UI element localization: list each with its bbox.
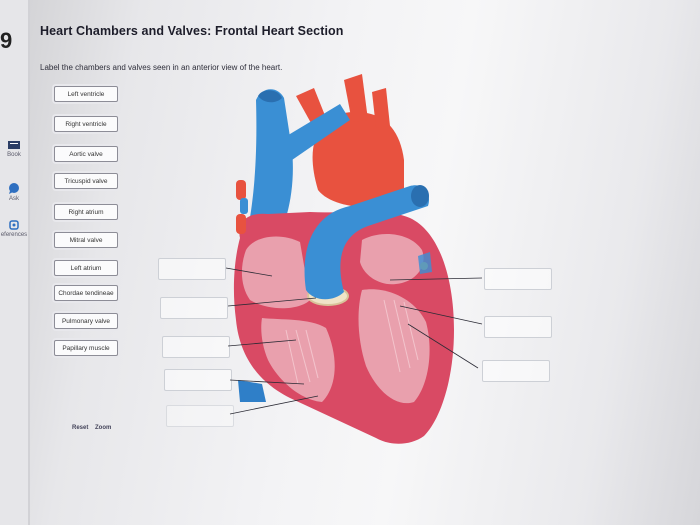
page-title: Heart Chambers and Valves: Frontal Heart Section — [40, 24, 344, 38]
label-chip[interactable]: Left ventricle — [54, 86, 118, 102]
reset-button[interactable]: Reset — [72, 425, 89, 431]
label-chip[interactable]: Tricuspid valve — [54, 173, 118, 189]
nav-number: 9 — [0, 28, 13, 53]
sidebar-item-label: Book — [7, 152, 21, 158]
label-chip[interactable]: Right ventricle — [54, 116, 118, 132]
label-chip[interactable]: Aortic valve — [54, 146, 118, 162]
inferior-vena-cava — [238, 380, 266, 402]
label-chip[interactable]: Mitral valve — [54, 232, 118, 248]
instructions: Label the chambers and valves seen in an anterior view of the heart. — [40, 63, 283, 72]
right-ventricle — [261, 318, 334, 402]
zoom-button[interactable]: Zoom — [95, 425, 112, 431]
label-chip[interactable]: Right atrium — [54, 204, 118, 220]
footer-controls — [72, 425, 116, 431]
label-chip[interactable]: Papillary muscle — [54, 340, 118, 356]
sidebar-item-label: Ask — [8, 196, 19, 202]
label-chip[interactable]: Left atrium — [54, 260, 118, 276]
sidebar-item-label: eferences — [0, 232, 28, 238]
label-chip[interactable]: Chordae tendineae — [54, 285, 118, 301]
label-chip[interactable]: Pulmonary valve — [54, 313, 118, 329]
